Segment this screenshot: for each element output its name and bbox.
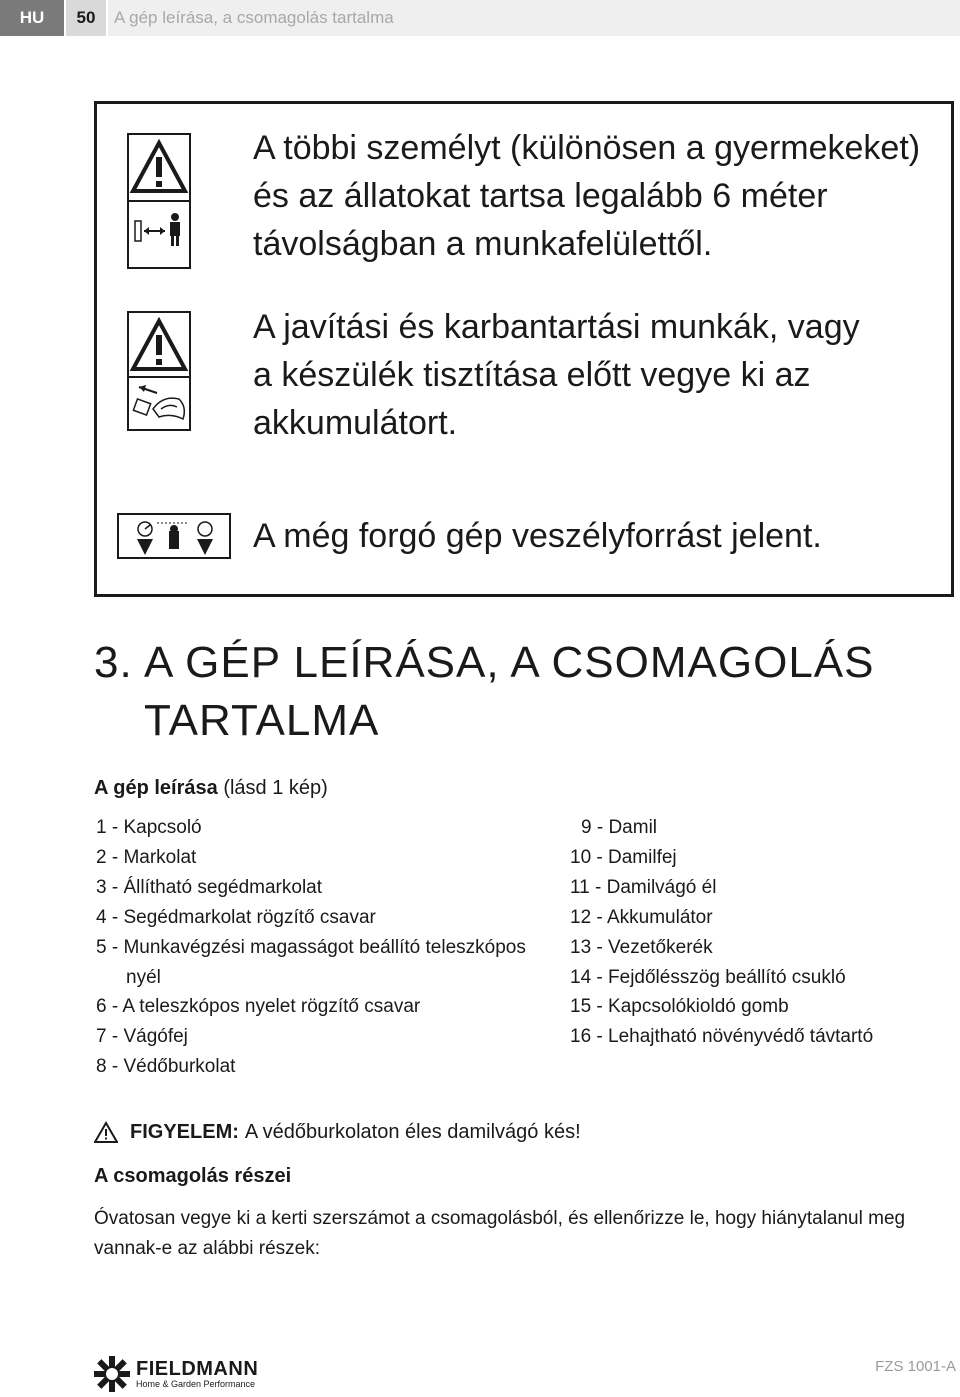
list-item: 13 - Vezetőkerék [570,936,713,958]
warning-line: A többi személyt (különösen a gyermekeket) [253,129,921,167]
list-item: 4 - Segédmarkolat rögzítő csavar [96,906,376,928]
attention-note [94,1116,581,1148]
section-number: 3. [94,638,133,687]
list-item-continuation: nyél [126,966,161,988]
list-item: 9 - Damil [581,817,658,838]
list-item: 1 - Kapcsoló [96,817,202,838]
list-item: 10 - Damilfej [570,846,677,868]
rotating-hazard-pictogram-icon [119,515,229,557]
heading-bold: A gép leírása [94,777,218,799]
fieldmann-logo-icon [94,1356,130,1392]
warning-line: akkumulátort. [253,404,458,442]
warning-triangle-icon [129,313,189,429]
machine-description-heading [94,772,328,804]
list-item: 2 - Markolat [96,846,197,868]
page-header [0,0,960,36]
brand-tagline: Home & Garden Performance [136,1379,256,1389]
warning-text [253,512,943,560]
packaging-text: Óvatosan vegye ki a kerti szerszámot a csomagolásból, és ellenőrizze le, hogy hiánytalanul meg vannak-e az alábbi részek: [94,1208,906,1259]
warning-line: távolságban a munkafelülettől. [253,225,713,263]
section-title-line: TARTALMA [144,696,380,745]
list-item: 12 - Akkumulátor [570,906,713,928]
warning-text [253,303,943,447]
brand-logo [94,1356,258,1392]
list-item: 11 - Damilvágó él [570,876,717,898]
heading-rest: (lásd 1 kép) [217,777,328,799]
list-item: 7 - Vágófej [96,1026,188,1048]
list-item: 15 - Kapcsolókioldó gomb [570,996,789,1018]
warning-line: és az állatokat tartsa legalább 6 méter [253,177,828,215]
warning-line: A javítási és karbantartási munkák, vagy [253,308,860,346]
attention-text: A védőburkolaton éles damilvágó kés! [244,1121,581,1143]
section-title-line: A GÉP LEÍRÁSA, A CSOMAGOLÁS [144,638,875,687]
language-tag: HU [0,0,64,36]
list-item: 5 - Munkavégzési magasságot beállító teleszkópos [96,936,526,958]
list-item: 6 - A teleszkópos nyelet rögzítő csavar [96,996,421,1018]
parts-list-right [570,813,950,1052]
safety-warning-box [94,101,954,597]
list-item: 16 - Lehajtható növényvédő távtartó [570,1026,874,1048]
warning-triangle-icon [94,1121,118,1143]
remove-battery-warning-icon [127,311,191,431]
running-title: A gép leírása, a csomagolás tartalma [108,0,960,36]
warning-triangle-icon [129,135,189,267]
parts-list-left [96,813,566,1082]
list-item: 14 - Fejdőlésszög beállító csukló [570,966,846,988]
attention-label: FIGYELEM: [130,1121,239,1143]
packaging-heading: A csomagolás részei [94,1165,292,1187]
list-item: 3 - Állítható segédmarkolat [96,876,323,898]
page-number: 50 [66,0,106,36]
list-item: 8 - Védőburkolat [96,1056,236,1078]
warning-text [253,124,943,268]
rotating-machine-hazard-icon [117,513,231,559]
model-code: FZS 1001-A [875,1358,956,1375]
brand-name: FIELDMANN [136,1358,259,1380]
keep-distance-warning-icon [127,133,191,269]
warning-line: A még forgó gép veszélyforrást jelent. [253,517,822,555]
section-heading [94,634,914,750]
warning-line: a készülék tisztítása előtt vegye ki az [253,356,811,394]
